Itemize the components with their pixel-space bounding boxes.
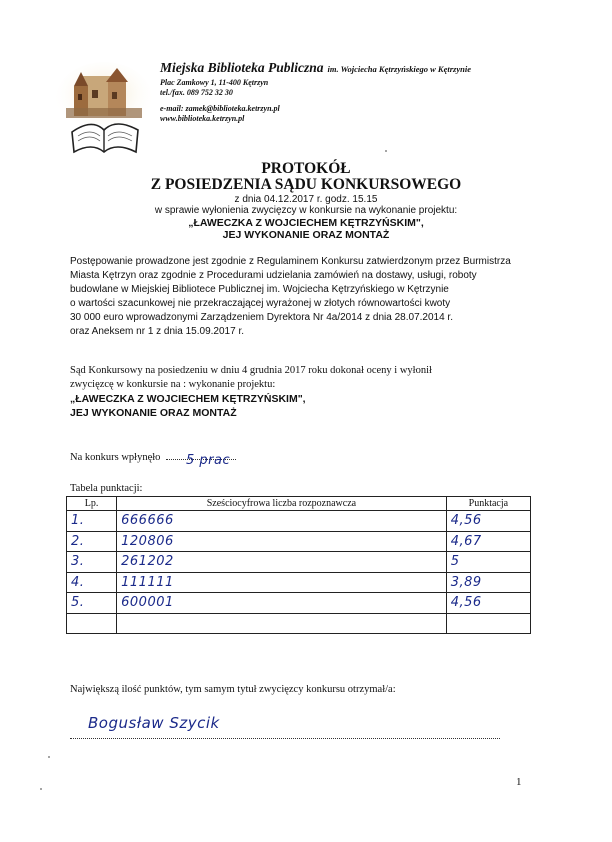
library-website: www.biblioteka.ketrzyn.pl bbox=[160, 114, 245, 123]
received-label: Na konkurs wpłynęło bbox=[70, 452, 161, 463]
library-phone: tel./fax. 089 752 32 30 bbox=[160, 88, 233, 97]
row-points: 3,89 bbox=[446, 572, 530, 593]
row-code bbox=[117, 613, 447, 634]
table-row bbox=[67, 572, 531, 593]
procedure-paragraph bbox=[70, 255, 535, 339]
header-code: Sześciocyfrowa liczba rozpoznawcza bbox=[117, 497, 447, 511]
received-value: 5 prac bbox=[186, 453, 231, 468]
document-title: PROTOKÓŁ bbox=[261, 160, 351, 177]
procedure-line: 30 000 euro wprowadzonymi Zarządzeniem Dyrektora Nr 4a/2014 z dnia 28.07.2014 r. bbox=[70, 312, 453, 323]
table-row bbox=[67, 552, 531, 573]
row-points: 4,56 bbox=[446, 511, 530, 532]
procedure-line: oraz Aneksem nr 1 z dnia 15.09.2017 r. bbox=[70, 326, 244, 337]
row-lp bbox=[67, 613, 117, 634]
procedure-line: Miasta Kętrzyn oraz zgodnie z Procedurami udzielania zamówień na dostawy, usługi, roboty bbox=[70, 270, 477, 281]
project-title-line1: „ŁAWECZKA Z WOJCIECHEM KĘTRZYŃSKIM", bbox=[188, 217, 424, 229]
header-lp: Lp. bbox=[67, 497, 117, 511]
library-address: Plac Zamkowy 1, 11-400 Kętrzyn bbox=[160, 78, 269, 87]
scan-speck bbox=[48, 756, 50, 758]
row-code: 666666 bbox=[117, 511, 447, 532]
jury-line: Sąd Konkursowy na posiedzeniu w dniu 4 grudnia 2017 roku dokonał oceny i wyłonił bbox=[70, 365, 432, 376]
row-points bbox=[446, 613, 530, 634]
row-lp: 3. bbox=[67, 552, 117, 573]
score-table bbox=[66, 496, 531, 634]
winner-label: Największą ilość punktów, tym samym tytuł zwycięzcy konkursu otrzymał/a: bbox=[70, 684, 396, 695]
row-code: 120806 bbox=[117, 531, 447, 552]
table-row bbox=[67, 613, 531, 634]
table-row bbox=[67, 593, 531, 614]
project-title-line2: JEJ WYKONANIE ORAZ MONTAŻ bbox=[222, 229, 390, 241]
row-code: 261202 bbox=[117, 552, 447, 573]
jury-paragraph bbox=[70, 364, 530, 420]
scan-speck bbox=[385, 150, 387, 152]
library-name: Miejska Biblioteka Publiczna im. Wojciecha Kętrzyńskiego w Kętrzynie bbox=[160, 60, 471, 75]
page-number: 1 bbox=[516, 776, 522, 788]
row-code: 111111 bbox=[117, 572, 447, 593]
row-lp: 5. bbox=[67, 593, 117, 614]
row-points: 4,56 bbox=[446, 593, 530, 614]
row-code: 600001 bbox=[117, 593, 447, 614]
library-email: e-mail: zamek@biblioteka.ketrzyn.pl bbox=[160, 104, 280, 113]
scan-speck bbox=[40, 788, 42, 790]
row-points: 5 bbox=[446, 552, 530, 573]
jury-line: zwycięzcę w konkursie na : wykonanie projektu: bbox=[70, 379, 276, 390]
row-lp: 4. bbox=[67, 572, 117, 593]
winner-line bbox=[70, 714, 500, 739]
document-subtitle: Z POSIEDZENIA SĄDU KONKURSOWEGO bbox=[150, 176, 462, 193]
header-points: Punktacja bbox=[446, 497, 530, 511]
winner-name: Bogusław Szycik bbox=[88, 714, 220, 732]
row-lp: 2. bbox=[67, 531, 117, 552]
table-header-row bbox=[67, 497, 531, 511]
row-points: 4,67 bbox=[446, 531, 530, 552]
book-and-castle-logo bbox=[52, 60, 154, 160]
row-lp: 1. bbox=[67, 511, 117, 532]
table-caption: Tabela punktacji: bbox=[70, 483, 143, 494]
table-row bbox=[67, 511, 531, 532]
jury-project-line2: JEJ WYKONANIE ORAZ MONTAŻ bbox=[70, 407, 237, 419]
subject-line: w sprawie wyłonienia zwycięzcy w konkursie na wykonanie projektu: bbox=[154, 205, 458, 216]
meeting-date: z dnia 04.12.2017 r. godz. 15.15 bbox=[234, 194, 378, 205]
procedure-line: Postępowanie prowadzone jest zgodnie z Regulaminem Konkursu zatwierdzonym przez Burmistrza bbox=[70, 256, 511, 267]
procedure-line: o wartości szacunkowej nie przekraczającej wyrażonej w złotych równowartości kwoty bbox=[70, 298, 451, 309]
library-patron: im. Wojciecha Kętrzyńskiego w Kętrzynie bbox=[327, 64, 471, 74]
table-row bbox=[67, 531, 531, 552]
procedure-line: budowlane w Miejskiej Bibliotece Publicznej im. Wojciecha Kętrzyńskiego w Kętrzynie bbox=[70, 284, 449, 295]
received-count bbox=[70, 452, 236, 468]
jury-project-line1: „ŁAWECZKA Z WOJCIECHEM KĘTRZYŃSKIM", bbox=[70, 393, 306, 405]
